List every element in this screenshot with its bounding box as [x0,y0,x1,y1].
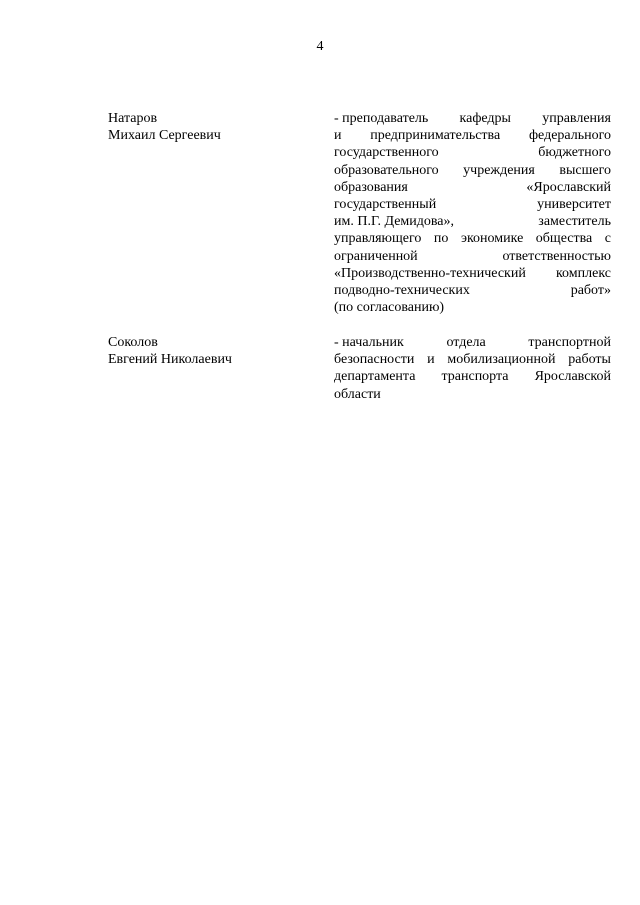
description-word: с [604,231,611,247]
description-line [334,334,611,351]
description-word: им. П.Г. Демидова», [334,214,455,230]
description-word: экономике [460,231,524,247]
description-word: «Ярославский [526,179,611,195]
description-word: образовательного [334,162,439,178]
description-word: и [334,128,342,144]
description-line [334,162,611,179]
description-word: области [334,386,381,402]
member-name [108,110,308,144]
description-word: транспортной [528,335,611,350]
description-line [334,110,611,127]
description-line [334,179,611,196]
description-word: по [433,231,449,247]
description-word: работ» [570,282,611,298]
description-word: Ярославской [534,369,611,385]
member-position-description [334,334,611,403]
page-number: 4 [316,39,324,54]
description-word: отдела [446,335,486,350]
description-word: «Производственно-технический [334,265,526,281]
description-word: подводно-технических [334,282,470,298]
description-word: федерального [528,128,611,144]
description-word: государственный [334,196,437,212]
description-line [334,196,611,213]
description-word: безопасности [334,352,415,368]
member-surname: Натаров [108,111,158,126]
description-word: комплекс [555,265,611,281]
member-surname: Соколов [108,335,158,350]
description-line [334,368,611,385]
member-name [108,334,308,368]
description-word: управляющего [334,231,422,247]
description-word: транспорта [441,369,509,385]
description-word: мобилизационной [447,352,556,368]
description-word: департамента [334,369,416,385]
description-word: ответственностью [502,248,611,264]
description-line [334,144,611,161]
member-given-names: Михаил Сергеевич [108,128,221,144]
description-line [334,386,611,403]
description-line [334,213,611,230]
description-line [334,265,611,282]
description-word: общества [535,231,593,247]
description-word: высшего [559,162,611,178]
description-word: заместитель [538,214,611,230]
description-word: университет [537,196,611,212]
description-word: - преподаватель [334,111,429,126]
description-word: предпринимательства [370,128,501,144]
description-word: государственного [334,145,439,161]
description-word: образования [334,179,408,195]
description-word: и [427,352,435,368]
description-word: управления [542,111,611,126]
description-word: бюджетного [538,145,611,161]
description-line [334,351,611,368]
description-word: работы [568,352,611,368]
description-word: - начальник [334,335,404,350]
description-line [334,127,611,144]
description-word: учреждения [463,162,535,178]
description-word: ограниченной [334,248,418,264]
description-word: (по согласованию) [334,300,445,316]
member-given-names: Евгений Николаевич [108,352,232,368]
member-position-description [334,110,611,316]
description-line [334,282,611,299]
description-line [334,230,611,247]
description-line [334,299,611,316]
description-word: кафедры [459,111,511,126]
description-line [334,248,611,265]
